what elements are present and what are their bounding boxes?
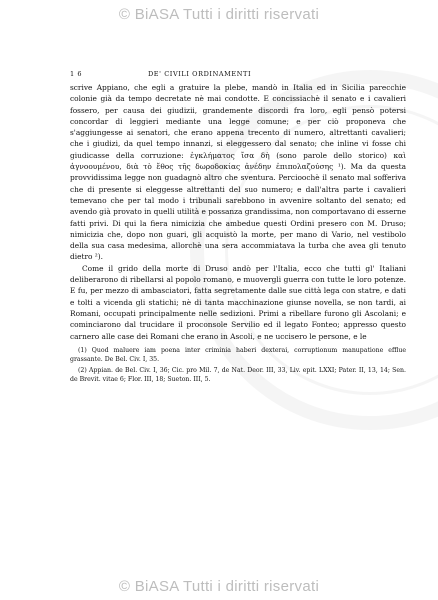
- page-number: 1 6: [70, 70, 83, 78]
- running-title: DE' CIVILI ORDINAMENTI: [148, 70, 252, 78]
- main-text: [70, 82, 406, 342]
- watermark-top: © BiASA Tutti i diritti riservati: [118, 6, 320, 23]
- footnotes: [70, 346, 406, 385]
- page-header: [70, 70, 406, 78]
- paragraph: scrive Appiano, che egli a gratuire la plebe, mandò in Italia ed in Sicilia parecchie colonie già da tempo decretate nè mai condotte. E concissiachè il senato e i cavalieri fossero, per causa dei giudizii, grandemente discordi fra loro, egli pensò potersi concordar di leggieri mediante una legge comune; e per ciò proponeva che s'aggiungesse ai senatori, che erano appena trecento di numero, altrettanti cavalieri; che i giudizi, da quel tempo innanzi, si eleggessero dal senato; che inline vi fosse chi giudicasse della corruzione: ἐγκλήματος ἴσα δὴ (sono parole dello storico) καὶ ἀγνοουμένου, διὰ τὸ ἔθος τῆς δωροδοκίας ἀνέδην ἐπιπολαζούσης ¹). Ma da questa provvidissima legge non guadagnò altro che sventura. Percioochè il senato mal sofferiva che di presente si eleggesse altrettanti del suo numero; e dall'altra parte i cavalieri temevano che per tal modo i tribunali sarebbono in avvenire soltanto del senato; ed avendo già provato in quelli utilità e possanza grandissima, non comportavano di esserne fatti privi. Di qui la fiera nimicizia che ambedue questi Ordini presero con M. Druso; nimicizia che, dopo non guari, gli acquistò la morte, per mano di Vario, nel vestibolo della sua casa medesima, allorchè una sera accommiatava la turba che avea gli tenuto dietro ²).: [70, 83, 406, 262]
- paragraph: Come il grido della morte di Druso andò per l'Italia, ecco che tutti gl' Italiani deliberarono di ribellarsi al popolo romano, e muovergli guerra con tutte le loro potenze. E fu, per mezzo di ambasciatori, fatta segretamente dalle sue città lega con statre, e dati e tolti a vicenda gli statichi; nè di tanta macchinazione giunse novella, se non tardi, ai Romani, occupati principalmente nelle sedizioni. Primi a ribellare furono gli Ascolani; e cominciarono dal trucidare il proconsole Servilio ed il legato Fonteo; appresso questo carnero alle case dei Romani che erano in Ascoli, e ne uccisero le persone, e le: [70, 263, 406, 341]
- book-page: [70, 70, 406, 540]
- watermark-bottom: © BiASA Tutti i diritti riservati: [118, 578, 320, 595]
- footnote: (1) Quod maluere iam poena inter criminia haberi dexterai, corruptionum manupatione efflue grassante. De Bel. Civ. I, 35.: [70, 346, 406, 364]
- footnote: (2) Appian. de Bel. Civ. I, 36; Cic. pro Mil. 7, de Nat. Deor. III, 33, Liv. epit. LXXI; Pater. II, 13, 14; Sen. de Brevit. vitae 6; Flor. III, 18; Sueton. III, 5.: [70, 366, 406, 384]
